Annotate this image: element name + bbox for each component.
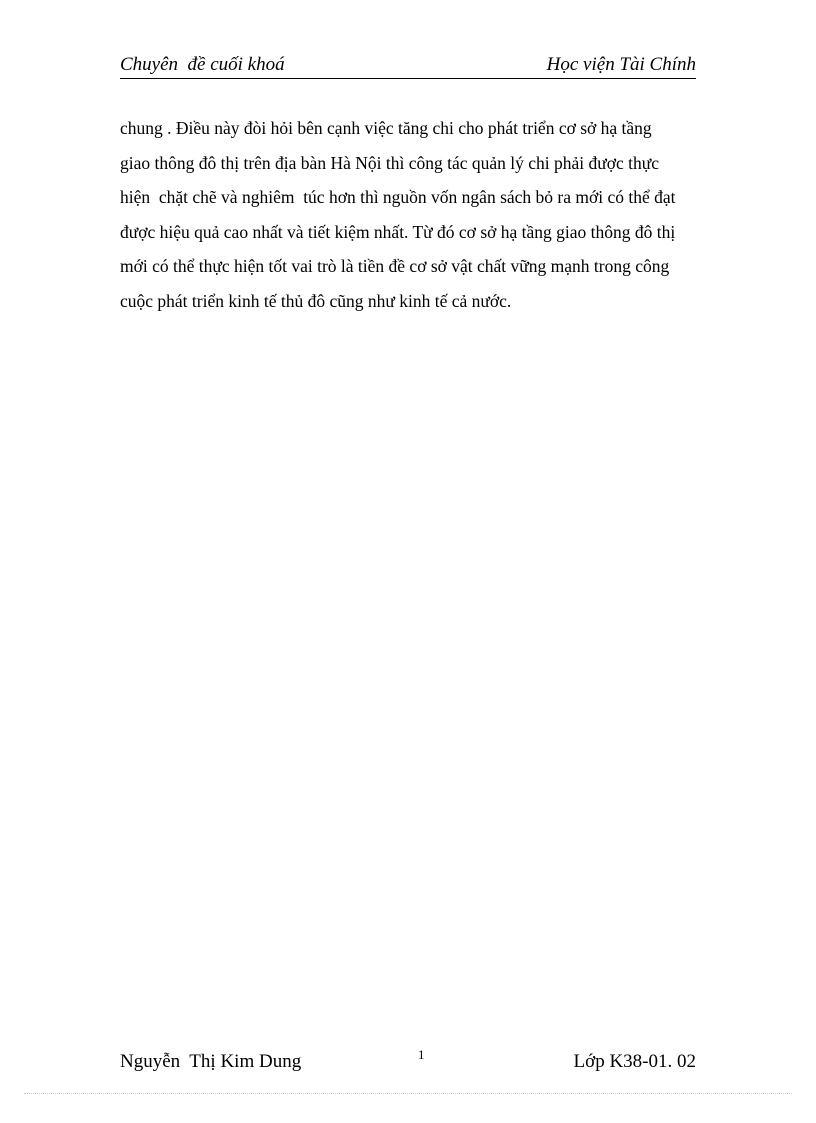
body-line-4: được hiệu quả cao nhất và tiết kiệm nhất. Từ đó cơ sở hạ tầng giao thông đô thị (120, 221, 676, 242)
body-line-6: cuộc phát triển kinh tế thủ đô cũng như kinh tế cả nước. (120, 290, 512, 311)
page-bottom-edge (24, 1093, 792, 1094)
body-line-1: chung . Điều này đòi hỏi bên cạnh việc tăng chi cho phát triển cơ sở hạ tầng (120, 118, 652, 138)
body-line-2: giao thông đô thị trên địa bàn Hà Nội thì công tác quản lý chi phải được thực (120, 152, 659, 173)
footer-author: Nguyễn Thị Kim Dung (120, 1051, 302, 1072)
header-institution: Học viện Tài Chính (546, 54, 696, 75)
body-line-5: mới có thể thực hiện tốt vai trò là tiền đề cơ sở vật chất vững mạnh trong công (120, 256, 670, 276)
footer-class-code: Lớp K38-01. 02 (573, 1051, 696, 1072)
header-document-title: Chuyên đề cuối khoá (120, 54, 285, 75)
footer-page-number: 1 (418, 1047, 425, 1062)
body-paragraph (120, 111, 720, 318)
page-header (120, 52, 696, 79)
body-line-3: hiện chặt chẽ và nghiêm túc hơn thì nguồn vốn ngân sách bỏ ra mới có thể đạt (120, 187, 676, 207)
page-footer (120, 1048, 696, 1076)
